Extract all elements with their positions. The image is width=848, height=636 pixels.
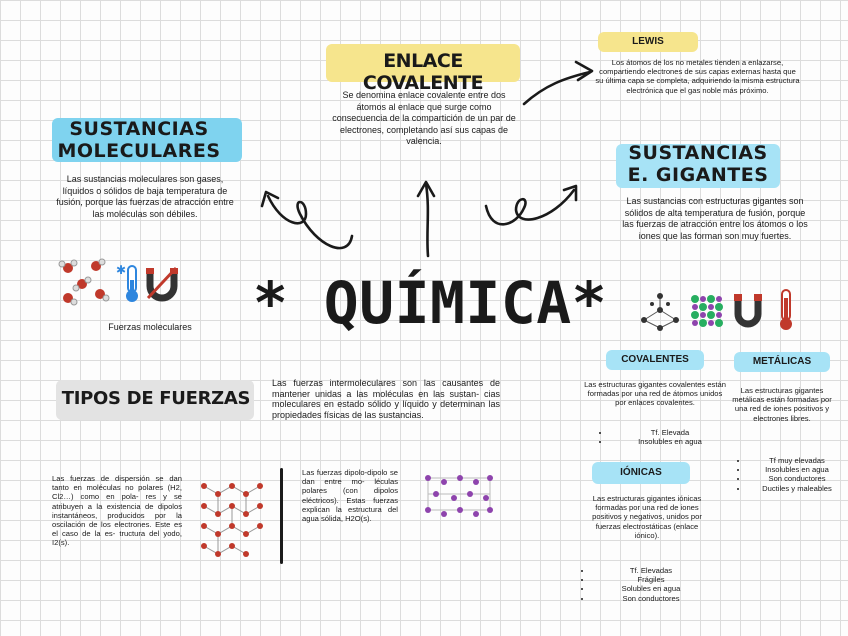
- covalentes-heading: COVALENTES: [621, 354, 689, 365]
- arrow-to-lewis: [524, 72, 590, 104]
- lewis-body: Los átomos de los no metales tienden a enlazarse, compartiendo electrones de sus capas externas hasta que su última capa se completa, adquiriendo la misma estructura electrónica que el gas noble más próximo.: [595, 58, 800, 95]
- list-item: • Son conductores: [592, 594, 710, 603]
- enlace-body: Se denomina enlace covalente entre dos átomos al enlace que surge como consecuencia de la compartición de un par de electrones, completando así sus capas de valencia.: [332, 90, 516, 146]
- list-item: • Insolubles en agua: [610, 437, 730, 446]
- svg-text:✱: ✱: [116, 263, 127, 277]
- metalicas-body: Las estructuras gigantes metálicas están formadas por una red de iones positivos y electrones libres.: [732, 386, 832, 423]
- tipos-body: Las fuerzas intermoleculares son las causantes de mantener unidas a las moléculas en las sustan- cias moleculares en estado sólido y líquido y determinan las propiedades físicas de las sustancias.: [272, 378, 500, 420]
- list-item: • Son conductores: [748, 474, 846, 483]
- lewis-heading: LEWIS: [632, 36, 664, 47]
- dipolo-text: Las fuerzas dipolo-dipolo se dan entre mo- léculas polares (con dipolos eléctricos). Estas fuerzas explican la estructura del agua sólida, H2O(s).: [302, 468, 398, 524]
- ionicas-body: Las estructuras gigantes iónicas formadas por una red de iones positivos y negativos, unidos por fuerzas electrostáticas (enlace iónico).: [592, 494, 702, 540]
- list-item: • Tf. Elevadas: [592, 566, 710, 575]
- moleculares-heading-line1: SUSTANCIAS: [69, 118, 209, 140]
- list-item: • Solubles en agua: [592, 584, 710, 593]
- gigantes-heading-line1: SUSTANCIAS: [628, 142, 768, 164]
- list-item: • Tf muy elevadas: [748, 456, 846, 465]
- gigantes-body: Las sustancias con estructuras gigantes son sólidos de alta temperatura de fusión, porque las fuerzas de atracción entre los átomos o los iones que las forman son muy fuertes.: [622, 196, 808, 241]
- moleculares-heading-line2: MOLECULARES: [57, 140, 221, 162]
- ionicas-heading: IÓNICAS: [620, 467, 662, 478]
- tipos-heading: TIPOS DE FUERZAS: [61, 388, 251, 409]
- dispersion-text: Las fuerzas de dispersión se dan tanto en moléculas no polares (H2, Cl2…) como en pola- res y se atribuyen a la existencia de dipolos instantáneos, producidos por la oscilación de los electrones. Este es el caso de la es- tructura del yodo, I2(s).: [52, 474, 182, 548]
- arrow-to-gigantes: [486, 190, 574, 224]
- arrow-to-moleculares: [268, 196, 352, 248]
- list-item: • Insolubles en agua: [748, 465, 846, 474]
- moleculares-caption: Fuerzas moleculares: [108, 322, 192, 332]
- gigantes-heading-line2: E. GIGANTES: [627, 164, 769, 186]
- covalentes-body: Las estructuras gigantes covalentes están formadas por una red de átomos unidos por enlaces covalentes.: [584, 380, 726, 408]
- list-item: • Ductiles y maleables: [748, 484, 846, 493]
- metalicas-heading: METÁLICAS: [752, 356, 812, 367]
- list-item: • Tf. Elevada: [610, 428, 730, 437]
- arrow-to-enlace: [426, 184, 428, 256]
- list-item: • Frágiles: [592, 575, 710, 584]
- moleculares-body: Las sustancias moleculares son gases, líquidos o sólidos de baja temperatura de fusión, porque las fuerzas de atracción entre las moléculas son débiles.: [56, 174, 234, 219]
- enlace-heading: ENLACE COVALENTE: [362, 50, 484, 94]
- main-title: * QUÍMICA*: [252, 269, 608, 337]
